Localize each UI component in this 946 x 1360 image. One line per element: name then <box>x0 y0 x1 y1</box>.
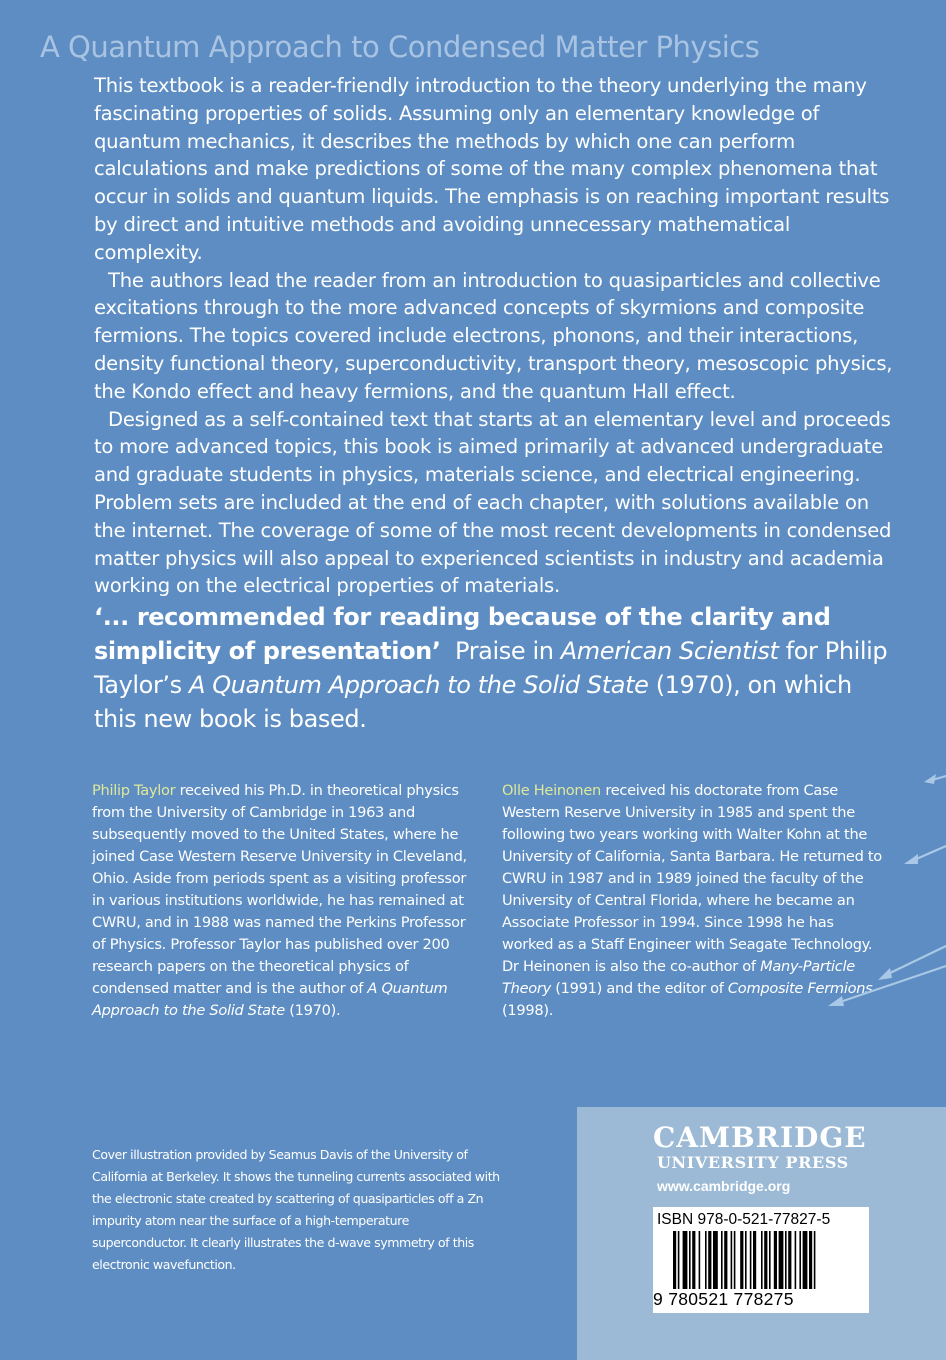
barcode-bar <box>708 1231 711 1289</box>
barcode-bar <box>683 1231 688 1289</box>
quote-journal: American Scientist <box>560 637 779 665</box>
barcode-bar <box>705 1231 707 1289</box>
barcode-bar <box>673 1231 676 1289</box>
quote-attribution-mid: for Philip Taylor’s <box>94 637 888 699</box>
barcode-bar <box>814 1231 816 1289</box>
barcode-bar <box>734 1231 736 1289</box>
decorative-arrows <box>800 760 946 1020</box>
barcode-bar <box>678 1231 680 1289</box>
barcode-bar <box>724 1231 727 1289</box>
barcode-bar <box>779 1231 784 1289</box>
bio-text: received his doctorate from Case Western Reserve University in 1985 and spent the following two years working with Walter Kohn at the University of California, Santa Barbara. He returned to CWRU in 1987 and in 1989 joined the faculty of the University of Central Florida, where he became an Associate Professor in 1994. Since 1998 he has worked as a Staff Engineer with Seagate Technology. Dr Heinonen is also the co-author of <box>502 782 882 975</box>
barcode-bar <box>689 1231 691 1289</box>
barcode-label <box>653 1207 869 1313</box>
barcode-bar <box>764 1231 767 1289</box>
barcode-bar <box>721 1231 723 1289</box>
barcode-bar <box>713 1231 718 1289</box>
barcode-bar <box>692 1231 695 1289</box>
cover-illustration-note: Cover illustration provided by Seamus Davis of the University of California at Berkeley. It shows the tunneling currents associated with the electronic state created by scattering of quasiparticles off a Zn impurity atom near the surface of a high-temperature superconductor. It clearly illustrates the d-wave symmetry of this electronic wavefunction. <box>92 1147 500 1272</box>
barcode-bar <box>731 1231 733 1289</box>
bio-book: Composite Fermions <box>727 980 873 997</box>
quote-attribution-post: (1970), on which this new book is based. <box>94 671 852 733</box>
bio-text: received his Ph.D. in theoretical physics from the University of Cambridge in 1963 and subsequently moved to the United States, where he joined Case Western Reserve University in Cleveland, Ohio. Aside from periods spent as a visiting professor in various institutions worldwide, he has remained at CWRU, and in 1988 was named the Perkins Professor of Physics. Professor Taylor has published over 200 research papers on the theoretical physics of condensed matter and is the author of <box>92 782 467 997</box>
isbn-text: ISBN 978-0-521-77827-5 <box>657 1211 831 1228</box>
publisher-url: www.cambridge.org <box>657 1178 791 1194</box>
author-name: Olle Heinonen <box>502 782 601 799</box>
author-name: Philip Taylor <box>92 782 176 799</box>
barcode-bar <box>753 1231 756 1289</box>
publisher-name: CAMBRIDGE <box>653 1121 867 1154</box>
barcode-bar <box>699 1231 701 1289</box>
barcode-bar <box>799 1231 801 1289</box>
publisher-subtitle: UNIVERSITY PRESS <box>657 1153 849 1172</box>
quote-text: ‘... recommended for reading because of the clarity and simplicity of presentation’ <box>94 603 831 665</box>
bio-mid: (1991) and the editor of <box>555 980 724 997</box>
book-description <box>94 72 894 600</box>
barcode-bar <box>769 1231 771 1289</box>
barcode-bar <box>745 1231 747 1289</box>
barcode-bar <box>803 1231 808 1289</box>
bio-end: (1970). <box>289 1002 341 1019</box>
bio-end: (1998). <box>502 1002 554 1019</box>
barcode-bar <box>788 1231 791 1289</box>
description-paragraph: This textbook is a reader-friendly introduction to the theory underlying the many fascinating properties of solids. Assuming only an elementary knowledge of quantum mechanics, it describes the methods by which one can perform calculations and make predictions of some of the many complex phenomena that occur in solids and quantum liquids. The emphasis is on reaching important results by direct and intuitive methods and avoiding unnecessary mathematical complexity. <box>94 74 890 264</box>
barcode-bar <box>761 1231 763 1289</box>
quote-book: A Quantum Approach to the Solid State <box>188 671 649 699</box>
bio-book: Many-Particle Theory <box>502 958 855 997</box>
barcode-bar <box>809 1231 812 1289</box>
book-title: A Quantum Approach to Condensed Matter Physics <box>40 30 760 64</box>
quote-attribution-pre: Praise in <box>455 637 554 665</box>
review-quote <box>94 600 894 736</box>
barcode-bar <box>774 1231 777 1289</box>
barcode <box>673 1231 857 1289</box>
description-paragraph: The authors lead the reader from an introduction to quasiparticles and collective excitations through to the more advanced concepts of skyrmions and composite fermions. The topics covered include electrons, phonons, and their interactions, density functional theory, superconductivity, transport theory, mesoscopic physics, the Kondo effect and heavy fermions, and the quantum Hall effect. <box>94 268 893 403</box>
bio-book: A Quantum Approach to the Solid State <box>92 980 448 1019</box>
publisher-panel <box>577 1107 946 1360</box>
barcode-bar <box>785 1231 787 1289</box>
barcode-bar <box>795 1231 797 1289</box>
author-bio-taylor <box>92 780 472 1022</box>
barcode-bar <box>740 1231 743 1289</box>
barcode-number: 9 780521 778275 <box>653 1289 794 1309</box>
description-paragraph: Designed as a self-contained text that starts at an elementary level and proceeds to more advanced topics, this book is aimed primarily at advanced undergraduate and graduate students in physics, materials science, and electrical engineering. Problem sets are included at the end of each chapter, with solutions available on the internet. The coverage of some of the most recent developments in condensed matter physics will also appeal to experienced scientists in industry and academia working on the electrical properties of materials. <box>94 407 892 598</box>
barcode-bar <box>750 1231 752 1289</box>
